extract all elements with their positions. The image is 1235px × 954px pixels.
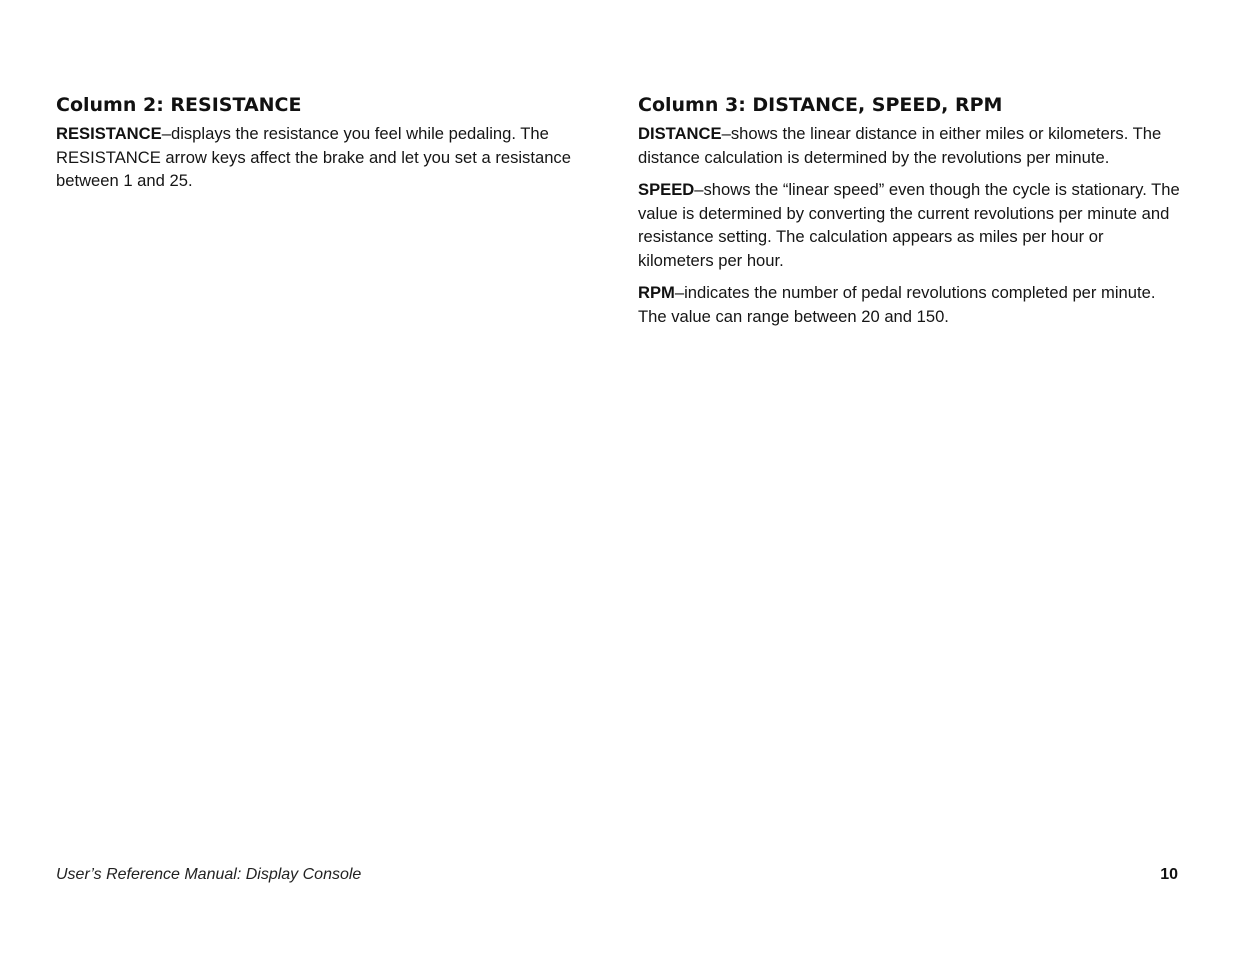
distance-speed-rpm-heading: Column 3: DISTANCE, SPEED, RPM (638, 94, 1003, 116)
rpm-paragraph (638, 281, 1183, 328)
resistance-paragraph (56, 122, 606, 193)
page-footer (56, 864, 1178, 886)
distance-paragraph (638, 122, 1183, 169)
speed-term: SPEED (638, 180, 695, 199)
left-column (56, 91, 606, 202)
page-number: 10 (1160, 866, 1178, 883)
footer-title: User’s Reference Manual: Display Console (56, 866, 362, 883)
resistance-description: –displays the resistance you feel while pedaling. The RESISTANCE arrow keys affect the brake and let you set a resistance between 1 and 25. (56, 124, 571, 190)
distance-term: DISTANCE (638, 124, 722, 143)
rpm-term: RPM (638, 283, 675, 302)
resistance-term: RESISTANCE (56, 124, 162, 143)
right-column (638, 91, 1183, 337)
distance-description: –shows the linear distance in either miles or kilometers. The distance calculation is determined by the revolutions per minute. (638, 124, 1162, 167)
speed-paragraph (638, 178, 1183, 272)
resistance-heading: Column 2: RESISTANCE (56, 94, 302, 116)
rpm-description: –indicates the number of pedal revolutions completed per minute. The value can range between 20 and 150. (638, 283, 1156, 326)
speed-description: –shows the “linear speed” even though the cycle is stationary. The value is determined by converting the current revolutions per minute and resistance setting. The calculation appears as miles per hour or kilometers per hour. (638, 180, 1180, 270)
